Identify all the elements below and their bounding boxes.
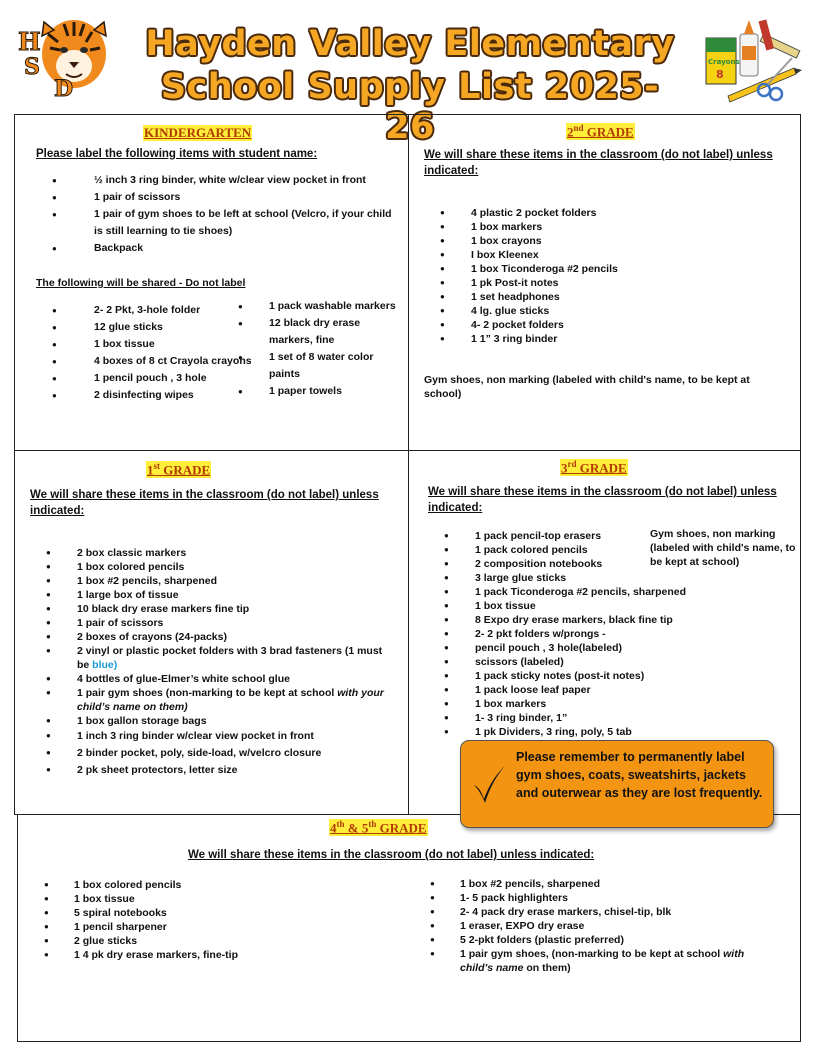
grade3-title-suffix: rd: [567, 459, 577, 469]
grade45-title-suffix-a: th: [336, 819, 345, 829]
grade2-title: [566, 123, 635, 140]
list-item: ● 2 box classic markers: [46, 546, 396, 560]
kindergarten-intro: Please label the following items with student name:: [36, 148, 318, 160]
list-item: ● 1 box tissue: [44, 892, 404, 906]
svg-text:Crayons: Crayons: [708, 58, 740, 66]
list-item: ● 2 disinfecting wipes: [52, 387, 252, 404]
list-item: ● 1 box Ticonderoga #2 pencils: [440, 262, 790, 276]
list-item: ● 2 pk sheet protectors, letter size: [46, 763, 396, 777]
svg-text:8: 8: [716, 68, 724, 81]
grade45-title-mid: &: [344, 820, 362, 836]
svg-text:S: S: [24, 54, 40, 80]
list-item: ● 1- 3 ring binder, 1”: [444, 711, 704, 725]
list-item: ● 12 glue sticks: [52, 319, 252, 336]
grade1-title-number: 1: [147, 462, 154, 478]
grade1-title-word: GRADE: [160, 462, 211, 478]
grade2-title-number: 2: [567, 124, 574, 140]
list-item: ● 2 composition notebooks: [444, 557, 704, 571]
list-item: ● 1 pair of gym shoes to be left at school (Velcro, if your child is still learning to tie shoes): [52, 206, 402, 240]
grade45-title: [329, 819, 428, 836]
grade45-title-suffix-b: th: [368, 819, 377, 829]
gym-item-text: 1 pair gym shoes (non-marking to be kept at school: [77, 687, 338, 699]
list-item: ● 5 spiral notebooks: [44, 906, 404, 920]
list-item: ● 2- 2 Pkt, 3-hole folder: [52, 302, 252, 319]
folders-item-color: blue): [92, 659, 118, 671]
list-item: ● 1 box #2 pencils, sharpened: [430, 877, 780, 891]
list-item: ● 1 box markers: [444, 697, 704, 711]
list-item: ● 1 pack colored pencils: [444, 543, 704, 557]
list-item: ● 1- 5 pack highlighters: [430, 891, 780, 905]
list-item: ● 4- 2 pocket folders: [440, 318, 790, 332]
list-item: ● 1 pack washable markers: [238, 298, 396, 315]
list-item: ● 1 pack pencil-top erasers: [444, 529, 704, 543]
list-item: ● 8 Expo dry erase markers, black fine tip: [444, 613, 704, 627]
list-item: ● 1 box markers: [440, 220, 790, 234]
grade45-title-word: GRADE: [376, 820, 427, 836]
list-item: ● Backpack: [52, 240, 402, 257]
grade45-title-number-a: 4: [330, 820, 337, 836]
list-item: ● 4 lg. glue sticks: [440, 304, 790, 318]
list-item: ● 1 pack loose leaf paper: [444, 683, 704, 697]
list-item: ● 1 box colored pencils: [44, 878, 404, 892]
grade45-list-right: [430, 877, 780, 975]
grade45-intro: We will share these items in the classroom (do not label) unless indicated:: [188, 849, 595, 861]
grade1-intro: We will share these items in the classroom (do not label) unless indicated:: [30, 489, 379, 517]
grade1-title-suffix: st: [153, 461, 160, 471]
gym-item-text: 1 pair gym shoes, (non-marking to be kept at school: [460, 948, 724, 960]
list-item: [46, 644, 396, 672]
header-title-line2: School Supply List 2025-26: [160, 67, 660, 147]
kindergarten-shared-heading: The following will be shared - Do not label: [36, 277, 246, 289]
list-item: ● 1 pair of scissors: [46, 616, 396, 630]
gym-item-italic: with child’s name: [460, 948, 745, 974]
list-item: ● 1 pencil sharpener: [44, 920, 404, 934]
kindergarten-shared-list-right: [238, 298, 396, 400]
list-item: [46, 686, 396, 714]
reminder-callout: [460, 740, 774, 828]
grade2-list: [440, 206, 790, 346]
list-item: ● 1 box tissue: [444, 599, 704, 613]
list-item: ● 4 boxes of 8 ct Crayola crayons: [52, 353, 252, 370]
list-item: ● 2- 4 pack dry erase markers, chisel-tip, blk: [430, 905, 780, 919]
grade2-gym-note: Gym shoes, non marking (labeled with child's name, to be kept at school): [424, 374, 750, 400]
list-item: ● 1 large box of tissue: [46, 588, 396, 602]
list-item: [430, 947, 780, 975]
list-item: ● 12 black dry erase markers, fine: [238, 315, 396, 349]
list-item: ● 1 4 pk dry erase markers, fine-tip: [44, 948, 404, 962]
gym-item-italic: with your child’s name on them): [77, 687, 384, 713]
list-item: ● 5 2-pkt folders (plastic preferred): [430, 933, 780, 947]
list-item: ● 4 bottles of glue-Elmer’s white school glue: [46, 672, 396, 686]
list-item: ● 10 black dry erase markers fine tip: [46, 602, 396, 616]
kindergarten-labeled-list: [52, 172, 402, 257]
list-item: ● ½ inch 3 ring binder, white w/clear view pocket in front: [52, 172, 402, 189]
grade2-title-word: GRADE: [583, 124, 634, 140]
list-item: ● 1 1” 3 ring binder: [440, 332, 790, 346]
list-item: ● 2 glue sticks: [44, 934, 404, 948]
list-item: ● 1 box tissue: [52, 336, 252, 353]
list-item: ● 1 eraser, EXPO dry erase: [430, 919, 780, 933]
grade3-title-word: GRADE: [576, 460, 627, 476]
grade2-intro: We will share these items in the classroom (do not label) unless indicated:: [424, 149, 773, 177]
folders-item-text: 2 vinyl or plastic pocket folders with 3 brad fasteners (1 must be: [77, 645, 383, 671]
svg-text:H: H: [18, 27, 41, 56]
list-item: ● 1 box #2 pencils, sharpened: [46, 574, 396, 588]
tiger-logo: [14, 14, 114, 100]
grade1-title: [146, 461, 211, 478]
list-item: ● 1 box colored pencils: [46, 560, 396, 574]
list-item: ● scissors (labeled): [444, 655, 704, 669]
grade3-title: [560, 459, 628, 476]
school-supplies-image: [698, 12, 802, 104]
list-item: ● 1 paper towels: [238, 383, 396, 400]
grade3-intro: We will share these items in the classroom (do not label) unless indicated:: [428, 486, 777, 514]
list-item: ● 2- 2 pkt folders w/prongs -: [444, 627, 704, 641]
grade45-title-number-b: 5: [361, 820, 369, 836]
checkmark-icon: [471, 763, 507, 805]
school-supplies-graphic: [698, 12, 802, 104]
list-item: ● I box Kleenex: [440, 248, 790, 262]
gym-item-end: on them): [523, 962, 571, 974]
list-item: ● 1 set headphones: [440, 290, 790, 304]
kindergarten-title-text: KINDERGARTEN: [144, 125, 252, 140]
reminder-text: Please remember to permanently label gym shoes, coats, sweatshirts, jackets and outerwear as they are lost frequently.: [516, 750, 763, 800]
list-item: ● 1 inch 3 ring binder w/clear view pocket in front: [46, 729, 396, 743]
grade2-title-suffix: nd: [573, 123, 584, 133]
list-item: ● 1 pack Ticonderoga #2 pencils, sharpened: [444, 585, 704, 599]
list-item: ● 1 pencil pouch , 3 hole: [52, 370, 252, 387]
kindergarten-shared-list-left: [52, 302, 252, 404]
list-item: ● 2 boxes of crayons (24-packs): [46, 630, 396, 644]
list-item: ● 3 large glue sticks: [444, 571, 704, 585]
svg-text:D: D: [54, 76, 74, 100]
grade3-title-number: 3: [561, 460, 568, 476]
grade3-gym-note: Gym shoes, non marking (labeled with child's name, to be kept at school): [650, 528, 796, 568]
list-item: ● 4 plastic 2 pocket folders: [440, 206, 790, 220]
kindergarten-title: [143, 125, 252, 141]
header-title-line1: Hayden Valley Elementary: [145, 24, 675, 64]
tiger-logo-graphic: [14, 14, 114, 100]
list-item: ● 1 pair of scissors: [52, 189, 402, 206]
list-item: ● 1 pack sticky notes (post-it notes): [444, 669, 704, 683]
grade45-list-left: [44, 878, 404, 962]
list-item: ● 1 box crayons: [440, 234, 790, 248]
list-item: ● 1 pk Post-it notes: [440, 276, 790, 290]
list-item: ● 2 binder pocket, poly, side-load, w/velcro closure: [46, 746, 396, 760]
list-item: ● 1 pk Dividers, 3 ring, poly, 5 tab: [444, 725, 704, 739]
list-item: ● 1 set of 8 water color paints: [238, 349, 396, 383]
grade1-list: [46, 546, 396, 777]
list-item: ● pencil pouch , 3 hole(labeled): [444, 641, 704, 655]
list-item: ● 1 box gallon storage bags: [46, 714, 396, 728]
